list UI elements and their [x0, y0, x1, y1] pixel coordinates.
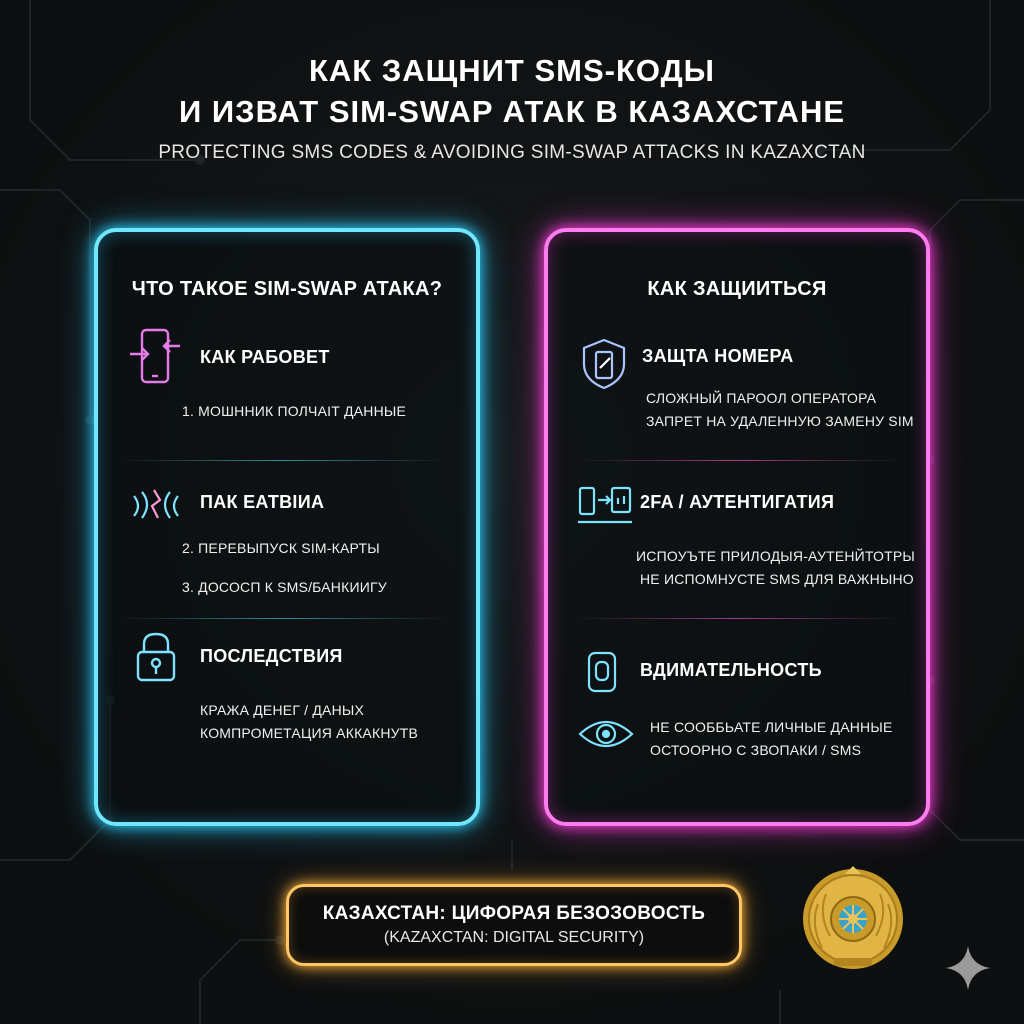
eye-icon [576, 716, 636, 752]
list-item: НЕ СООББЬАТЕ ЛИЧНЫЕ ДАННЫЕ [650, 719, 893, 735]
device-lock-icon [586, 650, 618, 694]
divider [118, 460, 448, 461]
padlock-icon [134, 630, 178, 684]
state-emblem-icon [800, 864, 906, 979]
divider [574, 460, 904, 461]
sparkle-icon [944, 944, 992, 997]
protection-tips-panel [544, 228, 930, 826]
list-item: 1. МОШННИК ПОЛЧАІТ ДАННЫЕ [182, 403, 407, 419]
section-heading-number-protection: ЗАЩТА НОМЕРА [642, 346, 794, 366]
page-title-line2: И ИЗВАТ SIM-SWAP АТАК В КАЗАХСТАНЕ [178, 94, 846, 129]
page-subtitle: PROTECTING SMS CODES & AVOIDING SIM-SWAP ATTACKS IN KAZAXCTAN [158, 142, 866, 163]
divider [574, 618, 904, 619]
list-item: НЕ ИСПОМНУСТЕ SMS ДЛЯ ВАЖНЫНО [640, 571, 914, 587]
broken-signal-icon [130, 484, 182, 524]
footer-subtitle: (KAZAXCTAN: DIGITAL SECURITY) [383, 929, 645, 946]
divider [118, 618, 448, 619]
right-panel-title: КАК ЗАЩИИТЬСЯ [647, 278, 827, 300]
list-item: СЛОЖНЫЙ ПАРООЛ ОПЕРАТОРА [646, 390, 877, 406]
footer-banner [286, 884, 742, 966]
footer-title: КАЗАХСТАН: ЦИФОРАЯ БЕЗОЗОВОСТЬ [322, 903, 706, 924]
section-heading-how-it-works: КАК РАБОВЕТ [200, 347, 330, 367]
shield-phone-icon [580, 336, 628, 392]
left-panel-title: ЧТО ТАКОЕ SIM-SWAP АТАКА? [131, 278, 443, 300]
list-item: ОСТООРНО С ЗВОПАКИ / SMS [650, 742, 862, 758]
list-item: КОМПРОМЕТАЦИЯ АККАКНУТВ [200, 725, 419, 741]
list-item: КРАЖА ДЕНЕГ / ДАНЫХ [200, 702, 365, 718]
sim-swap-info-panel [94, 228, 480, 826]
list-item: 3. ДОСОСП К SMS/БАНКИИГУ [182, 579, 387, 595]
page-title-line1: КАК ЗАЩНИТ SMS-КОДЫ [308, 53, 715, 88]
list-item: ЗАПРЕТ НА УДАЛЕННУЮ ЗАМЕНУ SIM [646, 413, 914, 429]
authenticator-icon [576, 482, 634, 528]
section-heading-2fa: 2FA / АУТЕНТИГАТИЯ [640, 492, 835, 512]
phone-swap-icon [126, 326, 184, 388]
list-item: ИСПОУЪТЕ ПРИЛОДЫЯ-АУТЕНЙТОТРЫ [636, 548, 916, 564]
section-heading-consequences: ПОСЛЕДСТВИЯ [200, 646, 343, 666]
list-item: 2. ПЕРЕВЫПУСК SIM-КАРТЫ [182, 540, 380, 556]
section-heading-process: ПАК ЕАТВІИА [200, 492, 325, 512]
section-heading-attention: ВДИМАТЕЛЬНОСТЬ [640, 660, 822, 680]
header [0, 50, 1024, 164]
